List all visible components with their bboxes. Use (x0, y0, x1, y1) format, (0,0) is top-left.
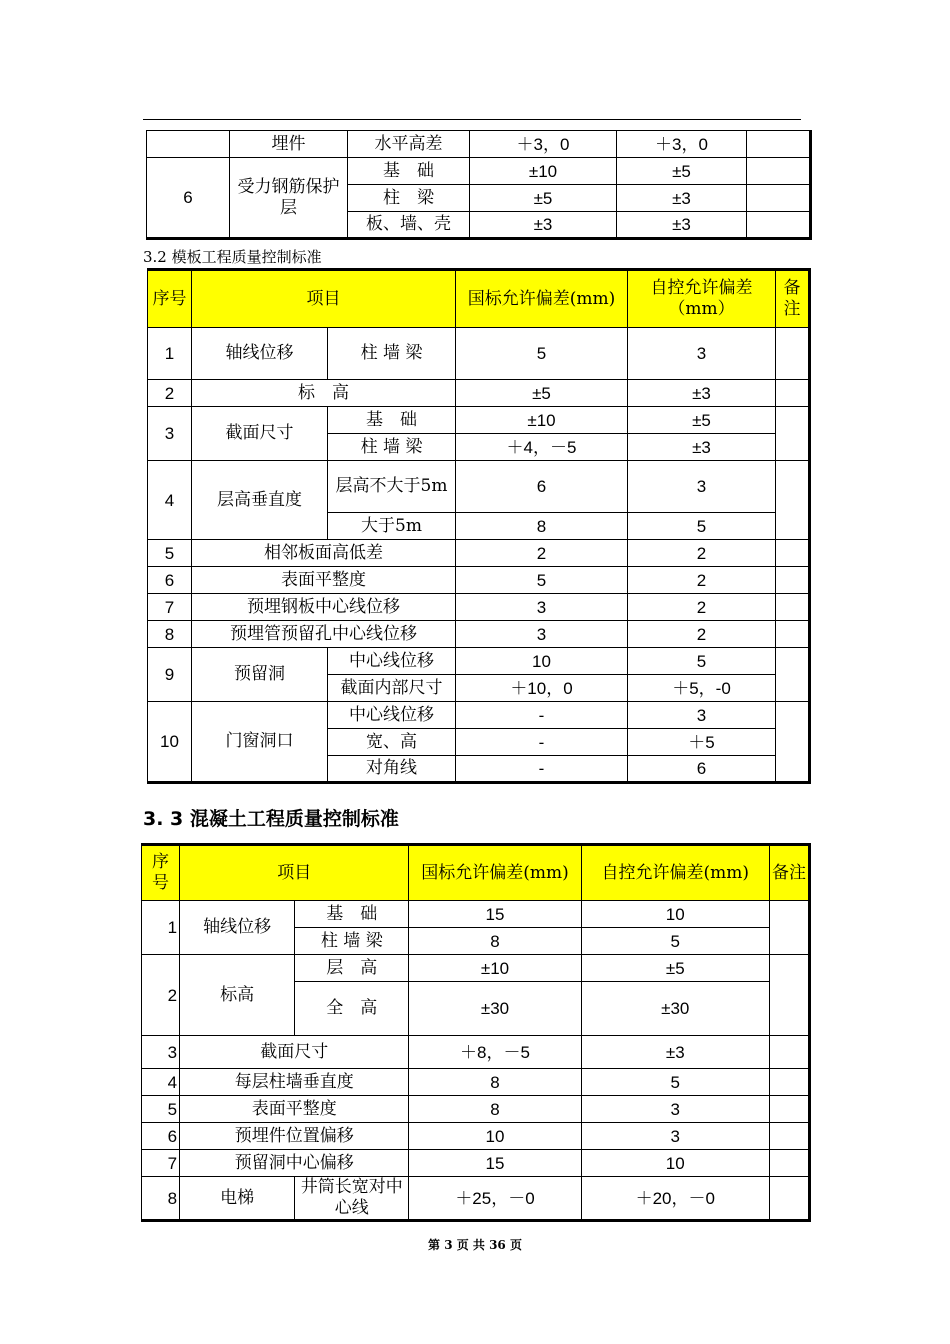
self-value: ＋20，－0 (581, 1177, 769, 1221)
sub-item-cell: 基 础 (328, 407, 456, 434)
item-cell: 表面平整度 (180, 1096, 409, 1123)
remark-cell (776, 328, 810, 380)
remark-cell (769, 1069, 809, 1096)
self-value: ±3 (581, 1036, 769, 1069)
self-value: ±5 (581, 955, 769, 982)
row-number: 5 (148, 540, 192, 567)
row-number: 1 (148, 328, 192, 380)
item-cell: 预埋钢板中心线位移 (192, 594, 456, 621)
national-value: - (456, 729, 628, 756)
remark-cell (776, 621, 810, 648)
self-value: ±3 (617, 212, 747, 239)
self-value: 3 (628, 328, 776, 380)
self-value: ±3 (628, 434, 776, 461)
header-self: 自控允许偏差（mm） (628, 270, 776, 328)
self-value: 10 (581, 901, 769, 928)
national-value: 8 (409, 1069, 581, 1096)
national-value: ±5 (456, 380, 628, 407)
item-cell: 层高垂直度 (192, 461, 328, 540)
header-remark: 备注 (776, 270, 810, 328)
sub-item-cell: 截面内部尺寸 (328, 675, 456, 702)
table-row (142, 1123, 810, 1150)
self-value: 3 (628, 702, 776, 729)
section-caption-formwork: 3.2 模板工程质量控制标准 (143, 248, 322, 266)
header-item: 项目 (192, 270, 456, 328)
self-value: 3 (628, 461, 776, 513)
table-row (142, 1096, 810, 1123)
self-value: 2 (628, 540, 776, 567)
remark-cell (769, 1150, 809, 1177)
row-number: 4 (148, 461, 192, 540)
row-number: 3 (148, 407, 192, 461)
table-row (142, 1177, 810, 1221)
remark-cell (747, 158, 811, 185)
item-cell: 轴线位移 (180, 901, 295, 955)
row-number: 10 (148, 702, 192, 783)
item-cell: 相邻板面高低差 (192, 540, 456, 567)
self-value: 2 (628, 621, 776, 648)
national-value: 8 (409, 928, 581, 955)
remark-cell (776, 540, 810, 567)
table-header-row (142, 845, 810, 901)
self-value: ±5 (617, 158, 747, 185)
row-number: 7 (148, 594, 192, 621)
sub-item-cell: 中心线位移 (328, 702, 456, 729)
reinforcement-tolerance-table (146, 130, 812, 240)
remark-cell (747, 131, 811, 158)
sub-item-cell: 基 础 (295, 901, 409, 928)
row-number: 8 (148, 621, 192, 648)
table-row (142, 901, 810, 928)
formwork-quality-table (147, 268, 811, 784)
sub-item-cell: 中心线位移 (328, 648, 456, 675)
item-cell: 截面尺寸 (192, 407, 328, 461)
self-value: 3 (581, 1123, 769, 1150)
table-row (148, 380, 810, 407)
national-value: 8 (456, 513, 628, 540)
sub-item-cell: 全 高 (295, 982, 409, 1036)
row-number: 6 (148, 567, 192, 594)
national-value: ±10 (409, 955, 581, 982)
item-cell: 预埋件位置偏移 (180, 1123, 409, 1150)
remark-cell (747, 185, 811, 212)
table-row (142, 1036, 810, 1069)
item-cell: 电梯 (180, 1177, 295, 1221)
remark-cell (776, 380, 810, 407)
national-value: ±3 (470, 212, 617, 239)
national-value: ±10 (456, 407, 628, 434)
row-number: 6 (142, 1123, 180, 1150)
table-row (148, 702, 810, 729)
section-heading-concrete: 3. 3 混凝土工程质量控制标准 (143, 808, 399, 830)
sub-item-cell: 柱 墙 梁 (328, 434, 456, 461)
self-value: 2 (628, 567, 776, 594)
self-value: 2 (628, 594, 776, 621)
self-value: ±3 (628, 380, 776, 407)
self-value: ＋3，0 (617, 131, 747, 158)
self-value: 3 (581, 1096, 769, 1123)
national-value: - (456, 702, 628, 729)
row-number: 9 (148, 648, 192, 702)
remark-cell (776, 594, 810, 621)
header-item: 项目 (180, 845, 409, 901)
sub-item-cell: 宽、高 (328, 729, 456, 756)
table-row (148, 540, 810, 567)
national-value: 5 (456, 567, 628, 594)
item-cell: 截面尺寸 (180, 1036, 409, 1069)
national-value: 3 (456, 594, 628, 621)
page-footer: 第 3 页 共 36 页 (428, 1238, 522, 1252)
row-number: 4 (142, 1069, 180, 1096)
remark-cell (747, 212, 811, 239)
self-value: ±5 (628, 407, 776, 434)
table-row (148, 648, 810, 675)
table-row (142, 1150, 810, 1177)
row-number: 7 (142, 1150, 180, 1177)
table-row (147, 131, 811, 158)
remark-cell (769, 1096, 809, 1123)
table-row (148, 594, 810, 621)
remark-cell (776, 407, 810, 461)
self-value: 5 (628, 513, 776, 540)
row-number: 2 (142, 955, 180, 1036)
row-number: 2 (148, 380, 192, 407)
item-cell: 门窗洞口 (192, 702, 328, 783)
header-no: 序号 (148, 270, 192, 328)
row-number: 5 (142, 1096, 180, 1123)
table-row (148, 567, 810, 594)
national-value: 2 (456, 540, 628, 567)
sub-item-cell: 井筒长宽对中心线 (295, 1177, 409, 1221)
table-row (148, 621, 810, 648)
sub-item-cell: 基 础 (348, 158, 470, 185)
table-row (148, 461, 810, 513)
item-cell: 受力钢筋保护层 (230, 158, 348, 239)
national-value: ＋25，－0 (409, 1177, 581, 1221)
remark-cell (776, 648, 810, 702)
national-value: ＋3，0 (470, 131, 617, 158)
item-cell: 轴线位移 (192, 328, 328, 380)
header-remark: 备注 (769, 845, 809, 901)
remark-cell (769, 1177, 809, 1221)
national-value: 10 (409, 1123, 581, 1150)
item-cell: 标 高 (192, 380, 456, 407)
remark-cell (776, 567, 810, 594)
remark-cell (769, 901, 809, 955)
table-row (148, 407, 810, 434)
self-value: ＋5，-0 (628, 675, 776, 702)
self-value: ＋5 (628, 729, 776, 756)
national-value: ＋4，－5 (456, 434, 628, 461)
table-row (147, 158, 811, 185)
self-value: 5 (628, 648, 776, 675)
table-row (148, 328, 810, 380)
remark-cell (769, 955, 809, 1036)
sub-item-cell: 板、墙、壳 (348, 212, 470, 239)
sub-item-cell: 对角线 (328, 756, 456, 783)
concrete-quality-table (141, 843, 811, 1222)
national-value: 5 (456, 328, 628, 380)
sub-item-cell: 柱 墙 梁 (328, 328, 456, 380)
table-row (142, 1069, 810, 1096)
self-value: 5 (581, 1069, 769, 1096)
table-row (142, 955, 810, 982)
self-value: ±30 (581, 982, 769, 1036)
national-value: ±30 (409, 982, 581, 1036)
item-cell: 预埋管预留孔中心线位移 (192, 621, 456, 648)
national-value: 6 (456, 461, 628, 513)
national-value: 10 (456, 648, 628, 675)
item-cell: 表面平整度 (192, 567, 456, 594)
sub-item-cell: 层 高 (295, 955, 409, 982)
item-cell: 预留洞 (192, 648, 328, 702)
national-value: 15 (409, 901, 581, 928)
national-value: - (456, 756, 628, 783)
remark-cell (776, 702, 810, 783)
national-value: 15 (409, 1150, 581, 1177)
sub-item-cell: 柱 墙 梁 (295, 928, 409, 955)
remark-cell (776, 461, 810, 540)
header-national: 国标允许偏差(mm) (409, 845, 581, 901)
row-number: 8 (142, 1177, 180, 1221)
national-value: ±5 (470, 185, 617, 212)
header-self: 自控允许偏差(mm) (581, 845, 769, 901)
national-value: ＋8，－5 (409, 1036, 581, 1069)
table-header-row (148, 270, 810, 328)
header-national: 国标允许偏差(mm) (456, 270, 628, 328)
remark-cell (769, 1123, 809, 1150)
self-value: ±3 (617, 185, 747, 212)
sub-item-cell: 层高不大于5m (328, 461, 456, 513)
sub-item-cell: 大于5m (328, 513, 456, 540)
sub-item-cell: 柱 梁 (348, 185, 470, 212)
national-value: ±10 (470, 158, 617, 185)
self-value: 5 (581, 928, 769, 955)
row-number: 3 (142, 1036, 180, 1069)
item-cell: 预留洞中心偏移 (180, 1150, 409, 1177)
self-value: 6 (628, 756, 776, 783)
self-value: 10 (581, 1150, 769, 1177)
sub-item-cell: 水平高差 (348, 131, 470, 158)
national-value: 3 (456, 621, 628, 648)
header-no: 序号 (142, 845, 180, 901)
item-cell: 埋件 (230, 131, 348, 158)
item-cell: 每层柱墙垂直度 (180, 1069, 409, 1096)
item-cell: 标高 (180, 955, 295, 1036)
header-rule (143, 119, 801, 120)
national-value: 8 (409, 1096, 581, 1123)
row-number: 1 (142, 901, 180, 955)
remark-cell (769, 1036, 809, 1069)
national-value: ＋10，0 (456, 675, 628, 702)
row-number: 6 (147, 158, 230, 239)
